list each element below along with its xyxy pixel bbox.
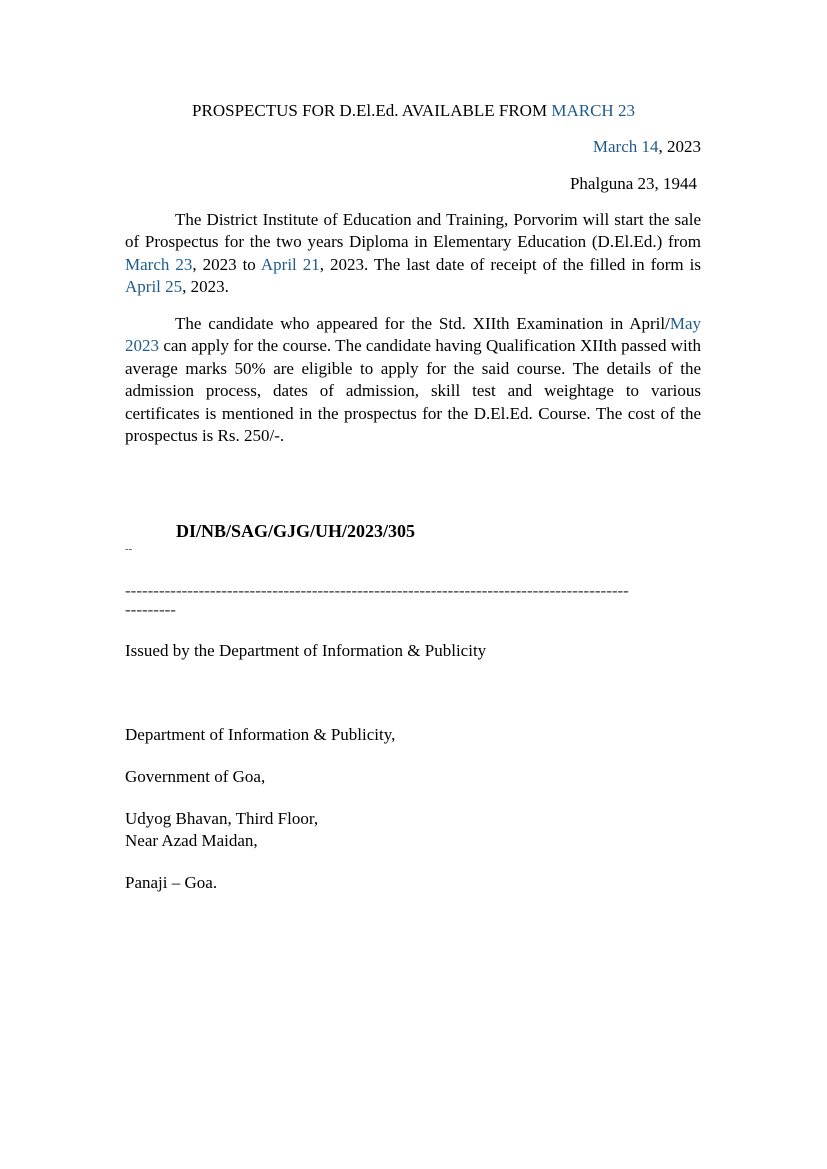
paragraph-text: , 2023. The last date of receipt of the filled in form is: [319, 254, 701, 274]
paragraph-text: can apply for the course. The candidate having Qualification XIIth passed with average marks 50% are eligible to apply for the said course. The details of the admission process, dates of admission, skill test and weightage to various certificates is mentioned in the prospectus for the D.El.Ed. Course. The cost of the prospectus is Rs. 250/-.: [125, 336, 701, 446]
address-landmark: Near Azad Maidan,: [125, 831, 258, 850]
double-dash: --: [125, 543, 133, 555]
title-date-highlight: MARCH 23: [551, 101, 635, 120]
sale-end-date: April 21: [260, 254, 320, 274]
issue-date: [593, 137, 701, 157]
sale-start-date: March 23: [125, 254, 193, 274]
paragraph-text: The candidate who appeared for the Std. XIIth Examination in April/: [175, 314, 670, 333]
title-text: PROSPECTUS FOR D.El.Ed. AVAILABLE FROM: [192, 101, 552, 120]
paragraph-sale-dates: [125, 209, 701, 299]
address-government: Government of Goa,: [125, 767, 266, 786]
form-receipt-date: April 25: [125, 277, 183, 297]
document-title: [0, 101, 827, 121]
issue-date-highlight: March 14: [592, 137, 659, 156]
separator-line: -----------------------------------------------------------------------------------------: [125, 581, 629, 600]
reference-number: DI/NB/SAG/GJG/UH/2023/305: [176, 521, 416, 541]
paragraph-eligibility: [125, 313, 701, 447]
address-city: Panaji – Goa.: [125, 873, 218, 892]
address-building: Udyog Bhavan, Third Floor,: [125, 809, 319, 828]
saka-date: Phalguna 23, 1944: [569, 174, 697, 193]
issue-date-year: , 2023: [658, 137, 701, 156]
address-department: Department of Information & Publicity,: [125, 725, 396, 744]
paragraph-text: , 2023 to: [192, 254, 261, 274]
separator-line-continuation: ---------: [125, 600, 176, 619]
paragraph-text: , 2023.: [182, 277, 229, 297]
exam-date-highlight: May 2023: [125, 314, 701, 356]
paragraph-text: The District Institute of Education and Training, Porvorim will start the sale of Prospectus for the two years Diploma in Elementary Education (D.El.Ed.) from: [125, 210, 701, 252]
issued-by: Issued by the Department of Information & Publicity: [125, 641, 487, 660]
